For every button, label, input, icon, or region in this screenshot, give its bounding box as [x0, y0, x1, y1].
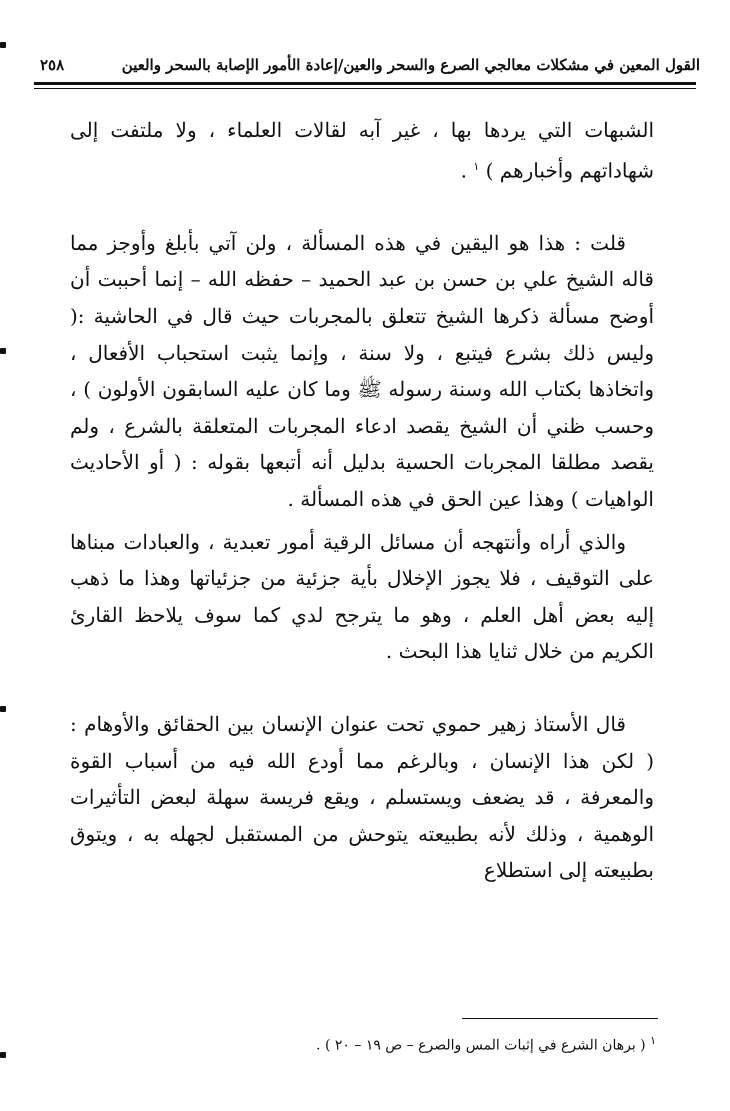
body-text: [70, 112, 654, 889]
footnote-rule: [462, 1018, 658, 1019]
page-number: ٢٥٨: [40, 56, 65, 74]
paragraph-4: قال الأستاذ زهير حموي تحت عنوان الإنسان بين الحقائق والأوهام : ( لكن هذا الإنسان ، وبالرغم مما أودع الله فيه من أسباب القوة والمعرفة ، قد يضعف ويستسلم ، ويقع فريسة سهلة لبعض التأثيرات الوهمية ، وذلك لأنه بطبيعته يتوحش من المستقبل لجهله به ، ويتوق بطبيعته إلى استطلاع: [70, 711, 654, 883]
header-rule-thin: [34, 88, 696, 89]
paragraph-1: [70, 112, 654, 189]
header-rule-thick: [34, 82, 696, 85]
paragraph-1-end: .: [460, 158, 467, 183]
paragraph-2: قلت : هذا هو اليقين في هذه المسألة ، ولن آتي بأبلغ وأوجز مما قاله الشيخ علي بن حسن بن عبد الحميد – حفظه الله – إنما أحببت أن أوضح مسألة ذكرها الشيخ تتعلق بالمجربات حيث قال في الحاشية :( وليس ذلك بشرع فيتبع ، ولا سنة ، وإنما يثبت استحباب الأفعال ، واتخاذها بكتاب الله وسنة رسوله ﷺ وما كان عليه السابقون الأولون ) ، وحسب ظني أن الشيخ يقصد ادعاء المجربات المتعلقة بالشرع ، ولم يقصد مطلقا المجربات الحسية بدليل أنه أتبعها بقوله : ( أو الأحاديث الواهيات ) وهذا عين الحق في هذه المسألة .: [70, 230, 654, 511]
edge-mark: [0, 42, 6, 48]
edge-mark: [0, 348, 6, 354]
footnote-number: ١: [650, 1034, 656, 1047]
paragraph-3: والذي أراه وأنتهجه أن مسائل الرقية أمور تعبدية ، والعبادات مبناها على التوقيف ، فلا يجوز الإخلال بأية جزئية من جزئياتها وهذا ما ذهب إليه بعض أهل العلم ، وهو ما يترجح لدي كما سوف يلاحظ القارئ الكريم من خلال ثنايا هذا البحث .: [70, 529, 654, 664]
edge-mark: [0, 706, 6, 712]
footnote-text: ( برهان الشرع في إثبات المس والصرع – ص ١٩ – ٢٠ ) .: [316, 1037, 646, 1054]
edge-mark: [0, 1052, 6, 1058]
header-title: القول المعين في مشكلات معالجي الصرع والسحر والعين/إعادة الأمور الإصابة بالسحر والعين: [121, 56, 700, 74]
running-header: [40, 38, 700, 74]
footnote: [316, 1034, 656, 1054]
footnote-ref: ١: [473, 159, 480, 173]
paragraph-1-text: الشبهات التي يردها بها ، غير آبه لقالات العلماء ، ولا ملتفت إلى شهاداتهم وأخبارهم ): [70, 118, 654, 183]
